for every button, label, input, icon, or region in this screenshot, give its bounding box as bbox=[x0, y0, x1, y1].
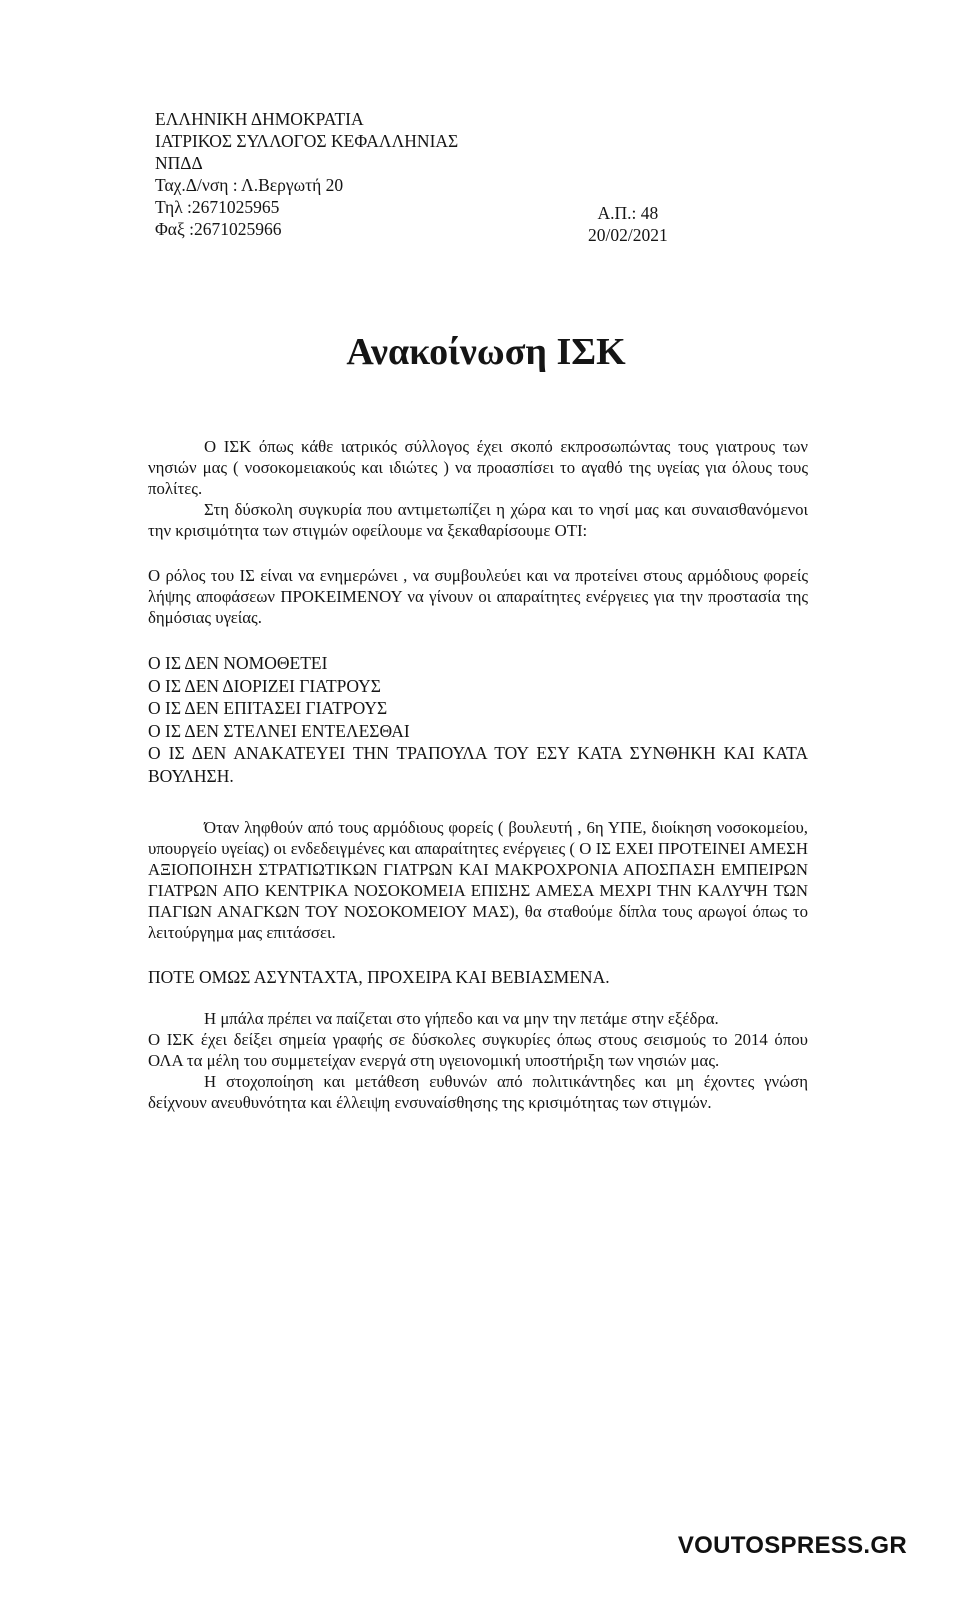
letterhead-line: ΝΠΔΔ bbox=[155, 153, 203, 173]
paragraph-ball: Η μπάλα πρέπει να παίζεται στο γήπεδο και να μην την πετάμε στην εξέδρα. bbox=[204, 1009, 719, 1028]
paragraph-earthquake: Ο ΙΣΚ έχει δείξει σημεία γραφής σε δύσκολες συγκυρίες όπως στους σεισμούς το 2014 όπου ΟΛΑ τα μέλη του συμμετείχαν ενεργά στη υγειονομική υποστήριξη των νησιών μας. bbox=[148, 1030, 808, 1070]
paragraph-targeting: Η στοχοποίηση και μετάθεση ευθυνών από πολιτικάντηδες και μη έχοντες γνώση δείχνουν ανευθυνότητα και έλλειψη ενσυναίσθησης της κρισιμότητας των στιγμών. bbox=[148, 1072, 808, 1112]
statement-item: Ο ΙΣ ΔΕΝ ΣΤΕΛΝΕΙ ΕΝΤΕΛΕΣΘΑΙ bbox=[148, 720, 410, 741]
paragraph-role: Ο ρόλος του ΙΣ είναι να ενημερώνει , να συμβουλεύει και να προτείνει στους αρμόδιους φορείς λήψης αποφάσεων ΠΡΟΚΕΙΜΕΝΟΥ να γίνουν οι απαραίτητες ενέργειες για την προστασία της δημόσιας υγείας. bbox=[148, 566, 808, 627]
letterhead-line: ΕΛΛΗΝΙΚΗ ΔΗΜΟΚΡΑΤΙΑ bbox=[155, 109, 364, 129]
paragraph-actions: Όταν ληφθούν από τους αρμόδιους φορείς ( βουλευτή , 6η ΥΠΕ, διοίκηση νοσοκομείου, υπουργείο υγείας) οι ενδεδειγμένες και απαραίτητες ενέργειες ( Ο ΙΣ ΕΧΕΙ ΠΡΟΤΕΙΝΕΙ ΑΜΕΣΗ ΑΞΙΟΠΟΙΗΣΗ ΣΤΡΑΤΙΩΤΙΚΩΝ ΓΙΑΤΡΩΝ ΚΑΙ ΜΑΚΡΟΧΡΟΝΙΑ ΑΠΟΣΠΑΣΗ ΕΜΠΕΙΡΩΝ ΓΙΑΤΡΩΝ ΑΠΟ ΚΕΝΤΡΙΚΑ ΝΟΣΟΚΟΜΕΙΑ ΕΠΙΣΗΣ ΑΜΕΣΑ ΜΕΧΡΙ ΤΗΝ ΚΑΛΥΨΗ ΤΩΝ ΠΑΓΙΩΝ ΑΝΑΓΚΩΝ ΤΟΥ ΝΟΣΟΚΟΜΕΙΟΥ ΜΑΣ), θα σταθούμε δίπλα τους αρωγοί όπως το λειτούργημα μας επιτάσσει. bbox=[148, 818, 808, 942]
watermark: VOUTOSPRESS.GR bbox=[677, 1532, 907, 1559]
letterhead-line: ΙΑΤΡΙΚΟΣ ΣΥΛΛΟΓΟΣ ΚΕΦΑΛΛΗΝΙΑΣ bbox=[155, 131, 459, 151]
letterhead-phone: Τηλ :2671025965 bbox=[155, 197, 280, 217]
statement-item: Ο ΙΣ ΔΕΝ ΝΟΜΟΘΕΤΕΙ bbox=[148, 653, 328, 673]
paragraph-never: ΠΟΤΕ ΟΜΩΣ ΑΣΥΝΤΑΧΤΑ, ΠΡΟΧΕΙΡΑ ΚΑΙ ΒΕΒΙΑΣΜΕΝΑ. bbox=[148, 967, 610, 987]
paragraph-purpose: Ο ΙΣΚ όπως κάθε ιατρικός σύλλογος έχει σκοπό εκπροσωπώντας τους γιατρους των νησιών μας ( νοσοκομειακούς και ιδιώτες ) να προασπίσει το αγαθό της υγείας για όλους τους πολίτες. bbox=[148, 437, 808, 498]
protocol-number: Α.Π.: 48 bbox=[597, 203, 659, 223]
paragraph-situation: Στη δύσκολη συγκυρία που αντιμετωπίζει η χώρα και το νησί μας και συναισθανόμενοι την κρισιμότητα των στιγμών οφείλουμε να ξεκαθαρίσουμε ΟΤΙ: bbox=[148, 500, 808, 540]
letterhead bbox=[155, 108, 458, 240]
protocol-block bbox=[588, 202, 668, 246]
document-title: Ανακοίνωση ΙΣΚ bbox=[346, 331, 626, 373]
statement-item-last: Ο ΙΣ ΔΕΝ ΑΝΑΚΑΤΕΥΕΙ ΤΗΝ ΤΡΑΠΟΥΛΑ ΤΟΥ ΕΣΥ ΚΑΤΑ ΣΥΝΘΗΚΗ ΚΑΙ ΚΑΤΑ ΒΟΥΛΗΣΗ. bbox=[148, 743, 808, 786]
letterhead-address: Ταχ.Δ/νση : Λ.Βεργωτή 20 bbox=[155, 175, 344, 195]
letterhead-fax: Φαξ :2671025966 bbox=[155, 219, 282, 239]
statement-item: Ο ΙΣ ΔΕΝ ΔΙΟΡΙΖΕΙ ΓΙΑΤΡΟΥΣ bbox=[148, 675, 381, 696]
document-body bbox=[148, 436, 808, 1113]
statement-item: Ο ΙΣ ΔΕΝ ΕΠΙΤΑΣΕΙ ΓΙΑΤΡΟΥΣ bbox=[148, 698, 388, 718]
protocol-date: 20/02/2021 bbox=[588, 225, 668, 245]
statement-list bbox=[148, 652, 808, 787]
